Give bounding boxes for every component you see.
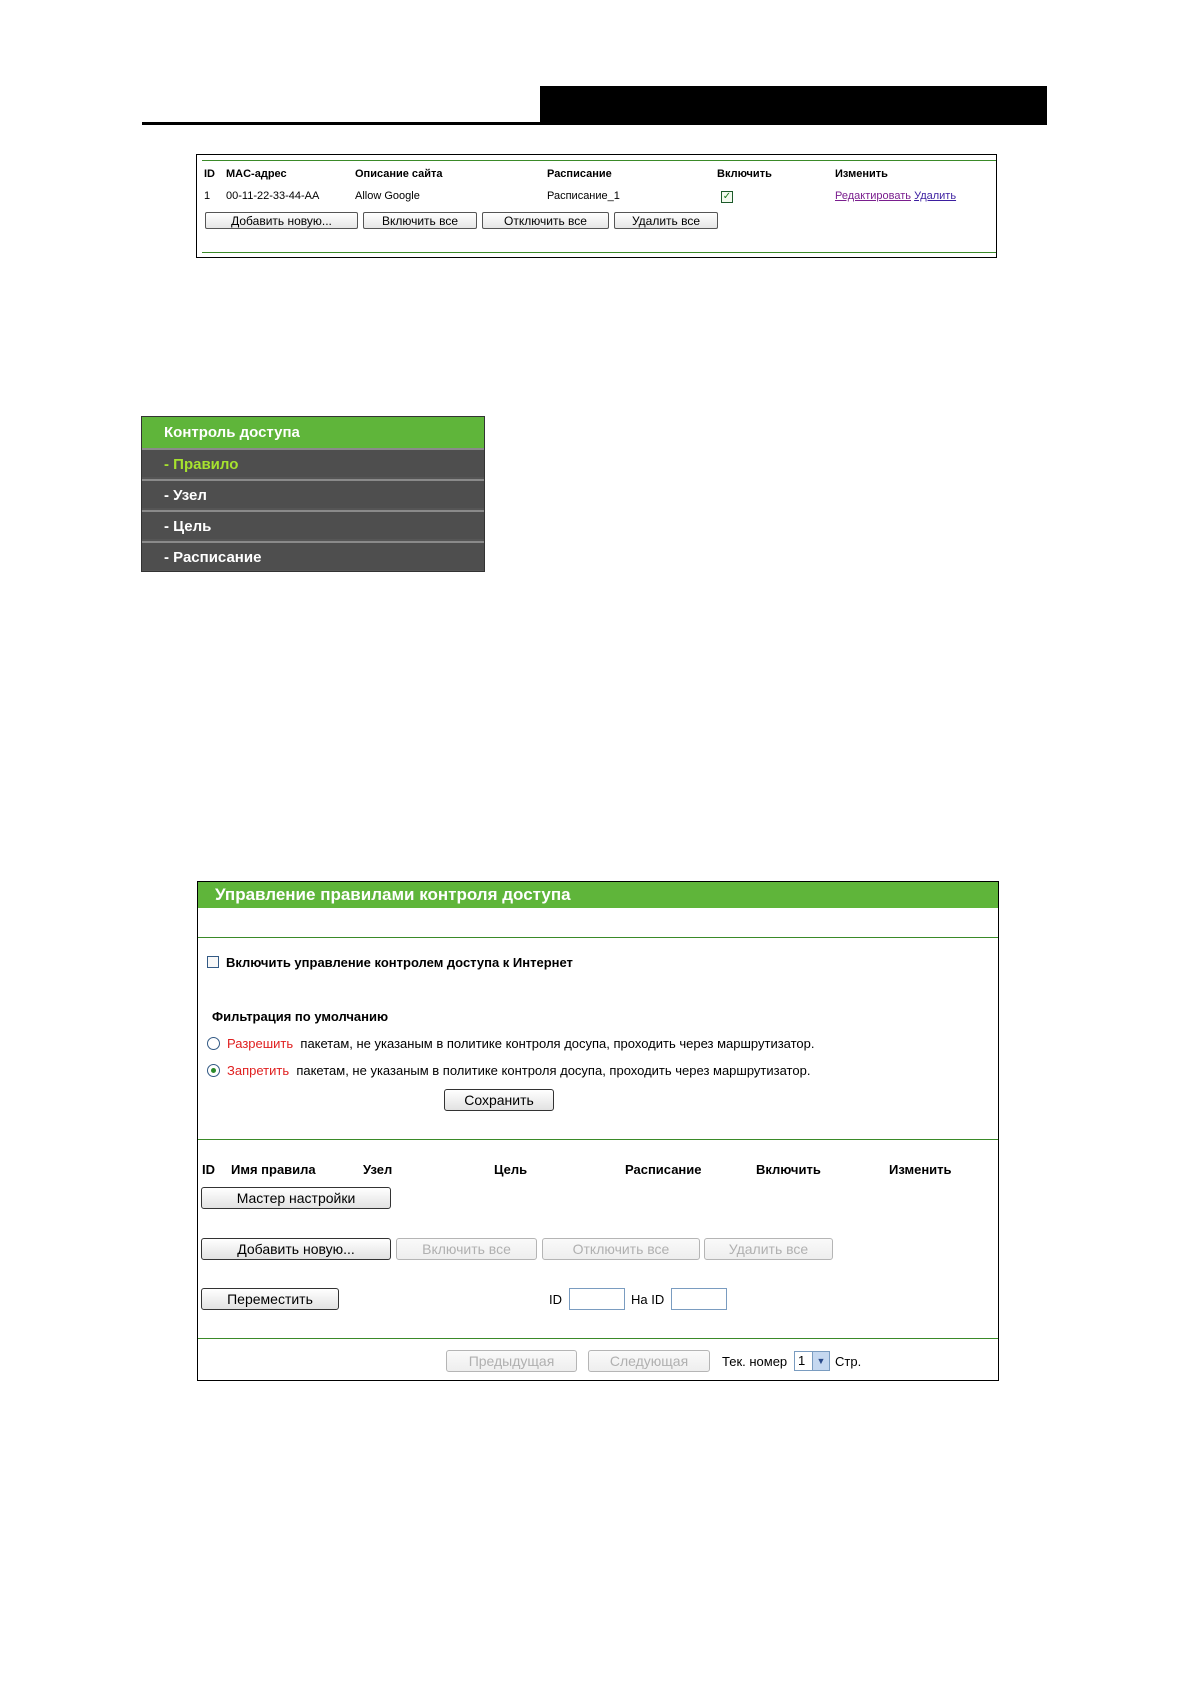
deny-word: Запретить: [227, 1063, 290, 1078]
divider: [198, 1338, 998, 1339]
header-rule: [142, 122, 1047, 125]
allow-option-text: [227, 1036, 815, 1051]
save-button[interactable]: Сохранить: [444, 1089, 554, 1111]
row-schedule: Расписание_1: [547, 190, 620, 202]
col-header-enable: Включить: [717, 168, 772, 180]
next-page-button[interactable]: Следующая: [588, 1350, 710, 1372]
to-id-label: На ID: [631, 1292, 665, 1307]
col-header-modify: Изменить: [889, 1162, 952, 1177]
to-id-input[interactable]: [671, 1288, 727, 1310]
add-new-button[interactable]: Добавить новую...: [201, 1238, 391, 1260]
default-filter-label: Фильтрация по умолчанию: [212, 1009, 389, 1024]
divider: [202, 252, 996, 253]
delete-all-button[interactable]: Удалить все: [614, 212, 718, 229]
add-new-button[interactable]: Добавить новую...: [205, 212, 358, 229]
previous-page-button[interactable]: Предыдущая: [446, 1350, 577, 1372]
col-header-enable: Включить: [756, 1162, 821, 1177]
setup-wizard-button[interactable]: Мастер настройки: [201, 1187, 391, 1209]
allow-word: Разрешить: [227, 1036, 294, 1051]
access-rules-panel: [197, 881, 999, 1381]
divider: [198, 937, 998, 938]
menu-title[interactable]: Контроль доступа: [142, 417, 484, 448]
delete-all-button[interactable]: Удалить все: [704, 1238, 833, 1260]
from-id-input[interactable]: [569, 1288, 625, 1310]
row-enable-checkbox[interactable]: ✓: [722, 191, 732, 202]
col-header-id: ID: [202, 1162, 215, 1177]
current-page-label: Тек. номер: [722, 1354, 788, 1369]
menu-item-rule[interactable]: - Правило: [142, 448, 484, 477]
enable-access-control-checkbox[interactable]: [207, 956, 219, 968]
deny-radio[interactable]: [207, 1064, 220, 1077]
from-id-label: ID: [549, 1292, 562, 1307]
row-mac: 00-11-22-33-44-AA: [226, 190, 320, 202]
col-header-schedule: Расписание: [625, 1162, 702, 1177]
page-suffix-label: Стр.: [835, 1354, 862, 1369]
col-header-host: Узел: [363, 1162, 393, 1177]
menu-item-schedule[interactable]: - Расписание: [142, 541, 484, 570]
col-header-desc: Описание сайта: [355, 168, 443, 180]
menu-item-target[interactable]: - Цель: [142, 510, 484, 539]
panel-title: Управление правилами контроля доступа: [198, 882, 998, 908]
col-header-target: Цель: [494, 1162, 528, 1177]
allow-radio[interactable]: [207, 1037, 220, 1050]
enable-access-control-label: Включить управление контролем доступа к Интернет: [226, 955, 573, 970]
edit-link[interactable]: Редактировать: [835, 190, 911, 202]
divider: [202, 160, 996, 161]
disable-all-button[interactable]: Отключить все: [542, 1238, 700, 1260]
page-select-value: 1: [798, 1353, 806, 1368]
page-select[interactable]: [794, 1351, 830, 1371]
col-header-modify: Изменить: [835, 168, 888, 180]
menu-item-host[interactable]: - Узел: [142, 479, 484, 508]
enable-all-button[interactable]: Включить все: [396, 1238, 537, 1260]
disable-all-button[interactable]: Отключить все: [482, 212, 609, 229]
divider: [198, 1139, 998, 1140]
chevron-down-icon[interactable]: ▼: [812, 1352, 829, 1370]
mac-rules-table-panel: [196, 154, 997, 258]
delete-link[interactable]: Удалить: [914, 190, 957, 202]
row-id: 1: [204, 190, 211, 202]
header-black-bar: [540, 86, 1047, 125]
col-header-rule-name: Имя правила: [231, 1162, 316, 1177]
col-header-schedule: Расписание: [547, 168, 612, 180]
col-header-id: ID: [204, 168, 215, 180]
access-control-menu: [141, 416, 485, 572]
allow-desc: пакетам, не указаным в политике контроля досупа, проходить через маршрутизатор.: [300, 1036, 815, 1051]
deny-desc: пакетам, не указаным в политике контроля досупа, проходить через маршрутизатор.: [296, 1063, 811, 1078]
move-button[interactable]: Переместить: [201, 1288, 339, 1310]
enable-all-button[interactable]: Включить все: [363, 212, 477, 229]
col-header-mac: MAC-адрес: [226, 168, 287, 180]
row-desc: Allow Google: [355, 190, 420, 202]
deny-option-text: [227, 1063, 810, 1078]
